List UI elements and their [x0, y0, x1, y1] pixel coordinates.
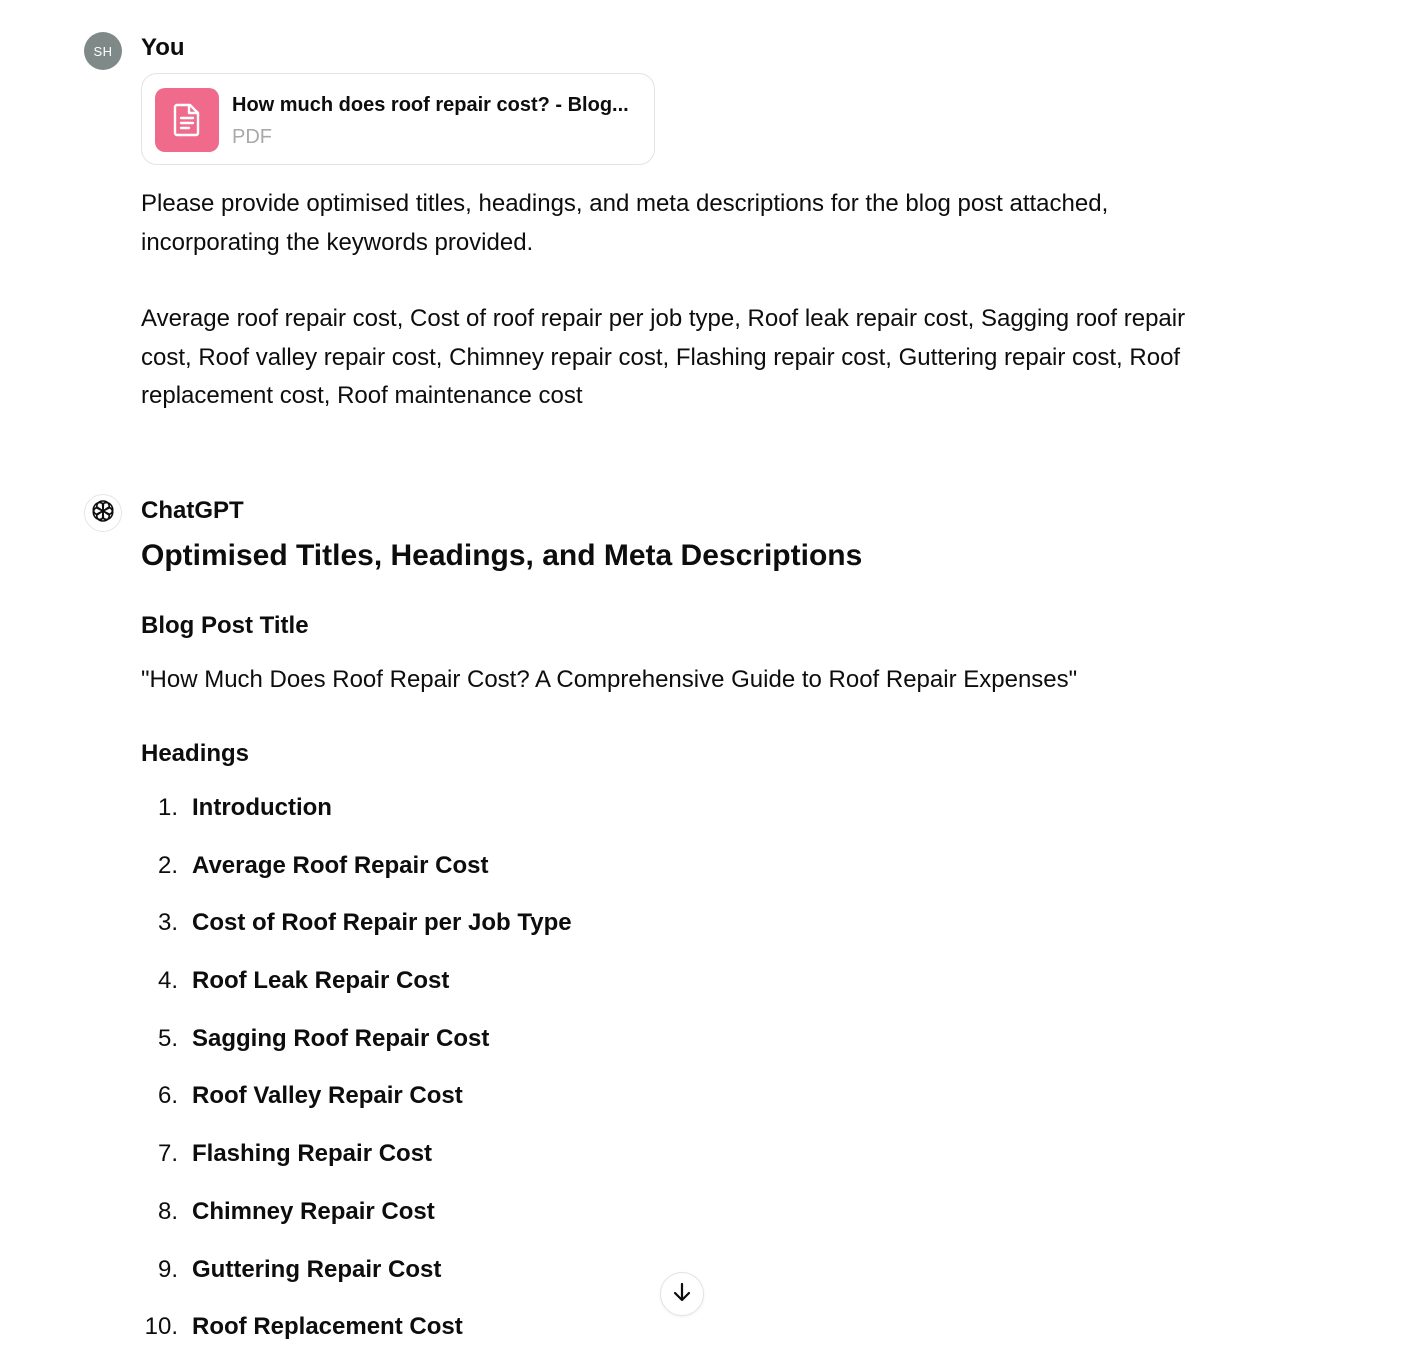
list-item-number: 2. — [157, 851, 178, 879]
blog-title-text: "How Much Does Roof Repair Cost? A Comprehensive Guide to Roof Repair Expenses" — [141, 666, 1078, 693]
list-item-label: Guttering Repair Cost — [192, 1255, 442, 1283]
list-item — [0, 1077, 1424, 1135]
list-item — [0, 1020, 1424, 1078]
list-item-label: Flashing Repair Cost — [192, 1140, 433, 1168]
list-item-label: Average Roof Repair Cost — [192, 851, 489, 879]
list-item — [0, 1251, 1424, 1309]
headings-section-heading: Headings — [141, 740, 250, 767]
user-avatar-initials: SH — [93, 43, 113, 59]
list-item — [0, 847, 1424, 905]
list-item — [0, 1193, 1424, 1251]
list-item-number: 8. — [157, 1197, 178, 1225]
attachment-name: How much does roof repair cost? - Blog... — [232, 94, 629, 116]
list-item — [0, 1308, 1424, 1346]
blog-title-heading: Blog Post Title — [141, 612, 309, 639]
response-heading: Optimised Titles, Headings, and Meta Descriptions — [141, 539, 863, 572]
list-item-label: Cost of Roof Repair per Job Type — [192, 909, 572, 937]
user-message-keywords: Average roof repair cost, Cost of roof repair per job type, Roof leak repair cost, Sagging roof repair cost, Roof valley repair cost, Chimney repair cost, Flashing repair cost, Guttering repair cost, Roof replacement cost, Roof maintenance cost — [141, 305, 1186, 409]
list-item-number: 4. — [157, 967, 178, 995]
user-message-request: Please provide optimised titles, headings, and meta descriptions for the blog post attached, incorporating the keywords provided. — [141, 190, 1109, 256]
list-item-label: Roof Leak Repair Cost — [192, 967, 450, 995]
list-item-number: 7. — [157, 1140, 178, 1168]
openai-logo-icon — [90, 498, 116, 529]
document-icon — [155, 88, 219, 152]
user-speaker-label: You — [141, 34, 185, 61]
assistant-speaker-label: ChatGPT — [141, 497, 244, 524]
list-item-number: 10. — [144, 1313, 178, 1341]
attachment-card[interactable] — [141, 73, 655, 165]
list-item-label: Chimney Repair Cost — [192, 1197, 435, 1225]
list-item-label: Sagging Roof Repair Cost — [192, 1024, 490, 1052]
list-item-number: 6. — [157, 1082, 178, 1110]
attachment-type: PDF — [232, 126, 272, 148]
list-item-number: 9. — [157, 1255, 178, 1283]
list-item-label: Roof Valley Repair Cost — [192, 1082, 463, 1110]
headings-list — [0, 789, 1424, 1346]
list-item — [0, 904, 1424, 962]
scroll-to-bottom-button[interactable] — [660, 1272, 704, 1316]
arrow-down-icon — [671, 1281, 693, 1308]
user-avatar — [84, 32, 122, 70]
list-item-number: 3. — [157, 909, 178, 937]
list-item-number: 5. — [157, 1024, 178, 1052]
list-item — [0, 789, 1424, 847]
list-item-label: Roof Replacement Cost — [192, 1313, 463, 1341]
chatgpt-avatar — [84, 494, 122, 532]
list-item-label: Introduction — [192, 794, 332, 821]
list-item — [0, 962, 1424, 1020]
list-item — [0, 1135, 1424, 1193]
list-item-number: 1. — [157, 794, 178, 821]
